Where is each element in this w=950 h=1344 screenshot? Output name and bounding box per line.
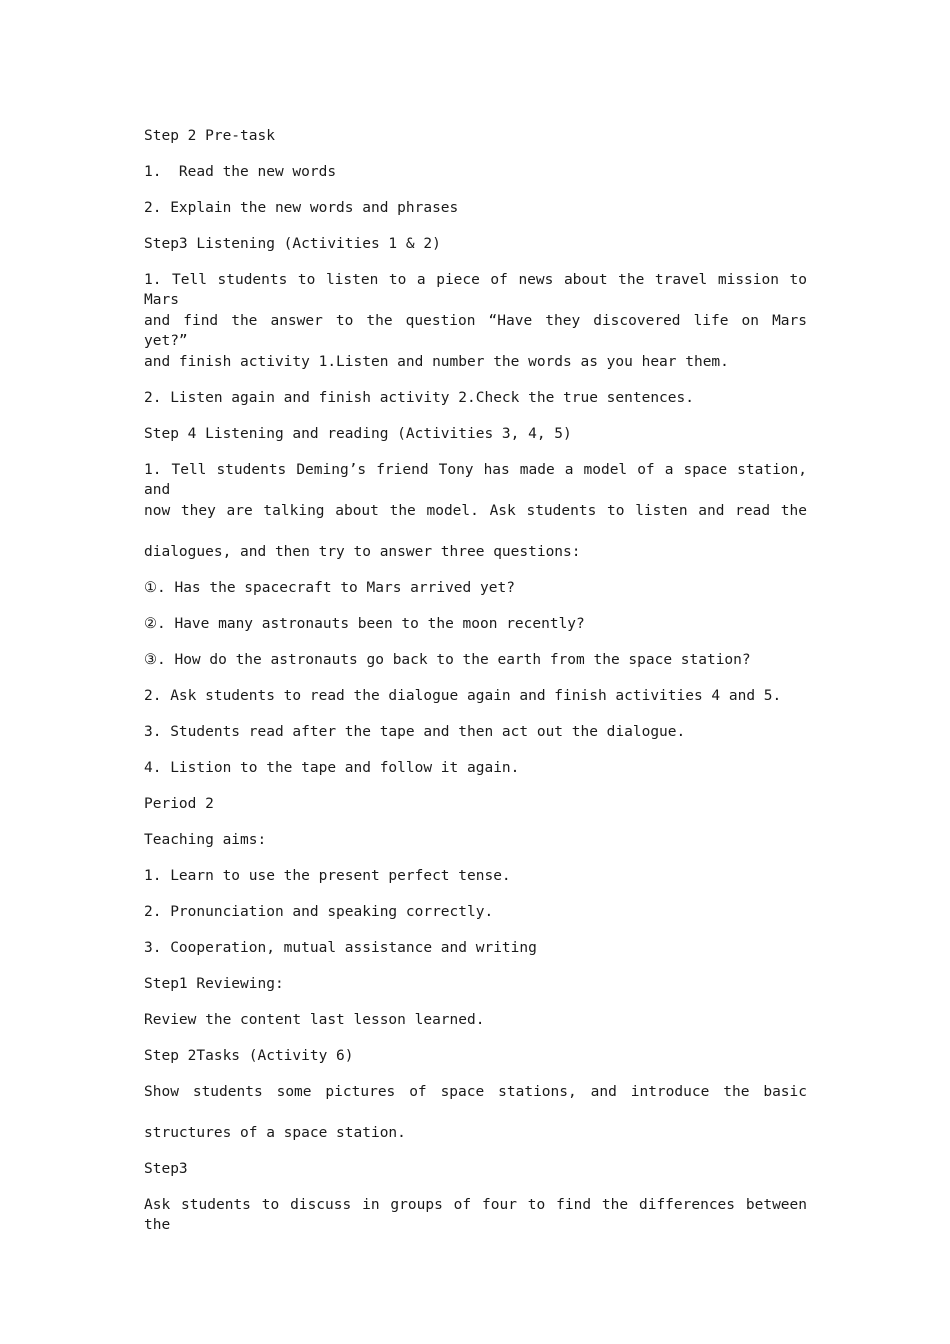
- text-line: 2. Pronunciation and speaking correctly.: [144, 904, 494, 920]
- step-4-heading: Step 4 Listening and reading (Activities 3, 4, 5): [144, 426, 572, 442]
- period-heading: Period 2: [144, 796, 214, 812]
- text-line: 3. Students read after the tape and then act out the dialogue.: [144, 724, 686, 740]
- text-line: 2. Ask students to read the dialogue again and finish activities 4 and 5.: [144, 688, 782, 704]
- teaching-aims-heading: Teaching aims:: [144, 832, 267, 848]
- text-line: 1. Tell students to listen to a piece of news about the travel mission to Mars: [144, 272, 807, 308]
- text-line: Ask students to discuss in groups of four to find the differences between the: [144, 1197, 807, 1233]
- text-line: structures of a space station.: [144, 1125, 406, 1141]
- text-line: 1. Tell students Deming’s friend Tony has made a model of a space station, and: [144, 462, 807, 498]
- document-body: [144, 126, 807, 1233]
- question-item: ①. Has the spacecraft to Mars arrived yet?: [144, 580, 515, 596]
- text-line: 1. Learn to use the present perfect tense.: [144, 868, 511, 884]
- text-line: Show students some pictures of space stations, and introduce the basic: [144, 1084, 807, 1100]
- step-2-tasks-heading: Step 2Tasks (Activity 6): [144, 1048, 354, 1064]
- step-3-heading: Step3 Listening (Activities 1 & 2): [144, 236, 441, 252]
- text-line: 2. Listen again and finish activity 2.Check the true sentences.: [144, 390, 694, 406]
- text-line: dialogues, and then try to answer three questions:: [144, 544, 581, 560]
- text-line: and find the answer to the question “Have they discovered life on Mars yet?”: [144, 313, 807, 349]
- text-line: 1. Read the new words: [144, 164, 337, 180]
- step-2-heading: Step 2 Pre-task: [144, 128, 275, 144]
- step-3-label: Step3: [144, 1161, 188, 1177]
- question-item: ③. How do the astronauts go back to the earth from the space station?: [144, 652, 751, 668]
- text-line: Review the content last lesson learned.: [144, 1012, 485, 1028]
- text-line: 2. Explain the new words and phrases: [144, 200, 459, 216]
- question-item: ②. Have many astronauts been to the moon recently?: [144, 616, 585, 632]
- text-line: and finish activity 1.Listen and number the words as you hear them.: [144, 354, 729, 370]
- text-line: now they are talking about the model. Ask students to listen and read the: [144, 503, 807, 519]
- step-1-heading: Step1 Reviewing:: [144, 976, 284, 992]
- text-line: 3. Cooperation, mutual assistance and writing: [144, 940, 537, 956]
- text-line: 4. Listion to the tape and follow it again.: [144, 760, 520, 776]
